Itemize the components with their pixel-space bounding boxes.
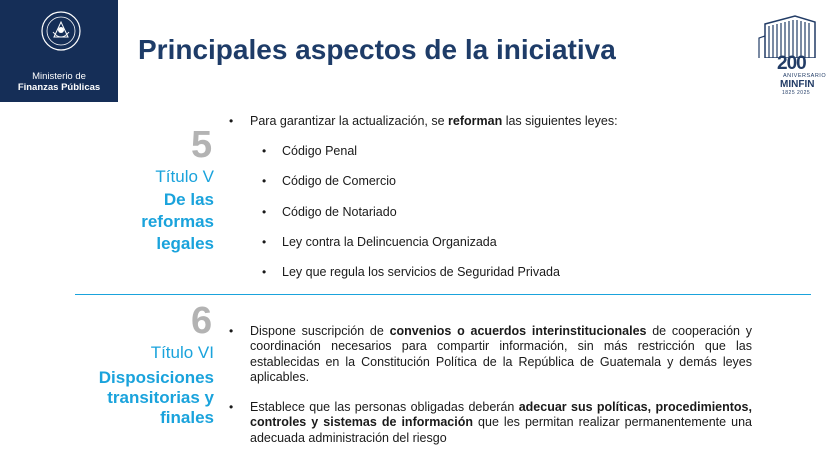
section-divider [75, 294, 811, 295]
law-item: Código Penal [282, 144, 358, 158]
bullet-dot: • [229, 114, 234, 128]
bullet-dot: • [262, 205, 267, 219]
bullet-dot: • [229, 324, 234, 338]
section6-heading-line1: Disposiciones [98, 368, 214, 387]
section5-heading-line2: reformas [141, 212, 214, 231]
section6-title: Título VI [150, 343, 214, 362]
section6-bullet1: Dispone suscripción de convenios o acuerdos interinstitucionales de cooperación y coordinación necesarios para compartir información, sin más restricción que las establecidas en la Constitución Política de la República de Guatemala y demás leyes aplicables. [250, 324, 752, 384]
section6-heading-line3: finales [160, 408, 214, 427]
page-title: Principales aspectos de la iniciativa [138, 34, 616, 65]
section5-intro: Para garantizar la actualización, se reforman las siguientes leyes: [250, 114, 618, 128]
ministry-name-line2: Finanzas Públicas [17, 82, 101, 93]
section-number-5: 5 [191, 124, 213, 166]
bullet-dot: • [262, 265, 267, 279]
section6-bullet2: Establece que las personas obligadas deberán adecuar sus políticas, procedimientos, controles y sistemas de información que les permitan realizar permanentemente una adecuada administración del riesgo [250, 400, 752, 445]
years-label: 1825 2025 [782, 90, 811, 96]
ministry-name-line1: Ministerio de [32, 71, 86, 82]
building-icon [755, 14, 831, 58]
section5-heading-line1: De las [163, 190, 214, 209]
minfin-label: MINFIN [780, 79, 815, 90]
minfin-200-logo [755, 14, 831, 96]
anniversary-label: ANIVERSARIO [783, 73, 827, 79]
law-item: Código de Notariado [282, 205, 397, 219]
law-item: Código de Comercio [282, 174, 396, 188]
section5-heading-line3: legales [156, 234, 214, 253]
bullet-dot: • [229, 400, 234, 414]
section6-heading-line2: transitorias y [107, 388, 214, 407]
bullet-dot: • [262, 174, 267, 188]
bullet-dot: • [262, 235, 267, 249]
ministry-logo [0, 0, 118, 102]
section5-title: Título V [155, 167, 214, 186]
law-item: Ley contra la Delincuencia Organizada [282, 235, 497, 249]
law-item: Ley que regula los servicios de Seguridad Privada [282, 265, 560, 279]
section-number-6: 6 [191, 300, 213, 342]
bullet-dot: • [262, 144, 267, 158]
anniversary-number: 200 [777, 53, 806, 74]
coat-of-arms-icon [40, 10, 82, 52]
